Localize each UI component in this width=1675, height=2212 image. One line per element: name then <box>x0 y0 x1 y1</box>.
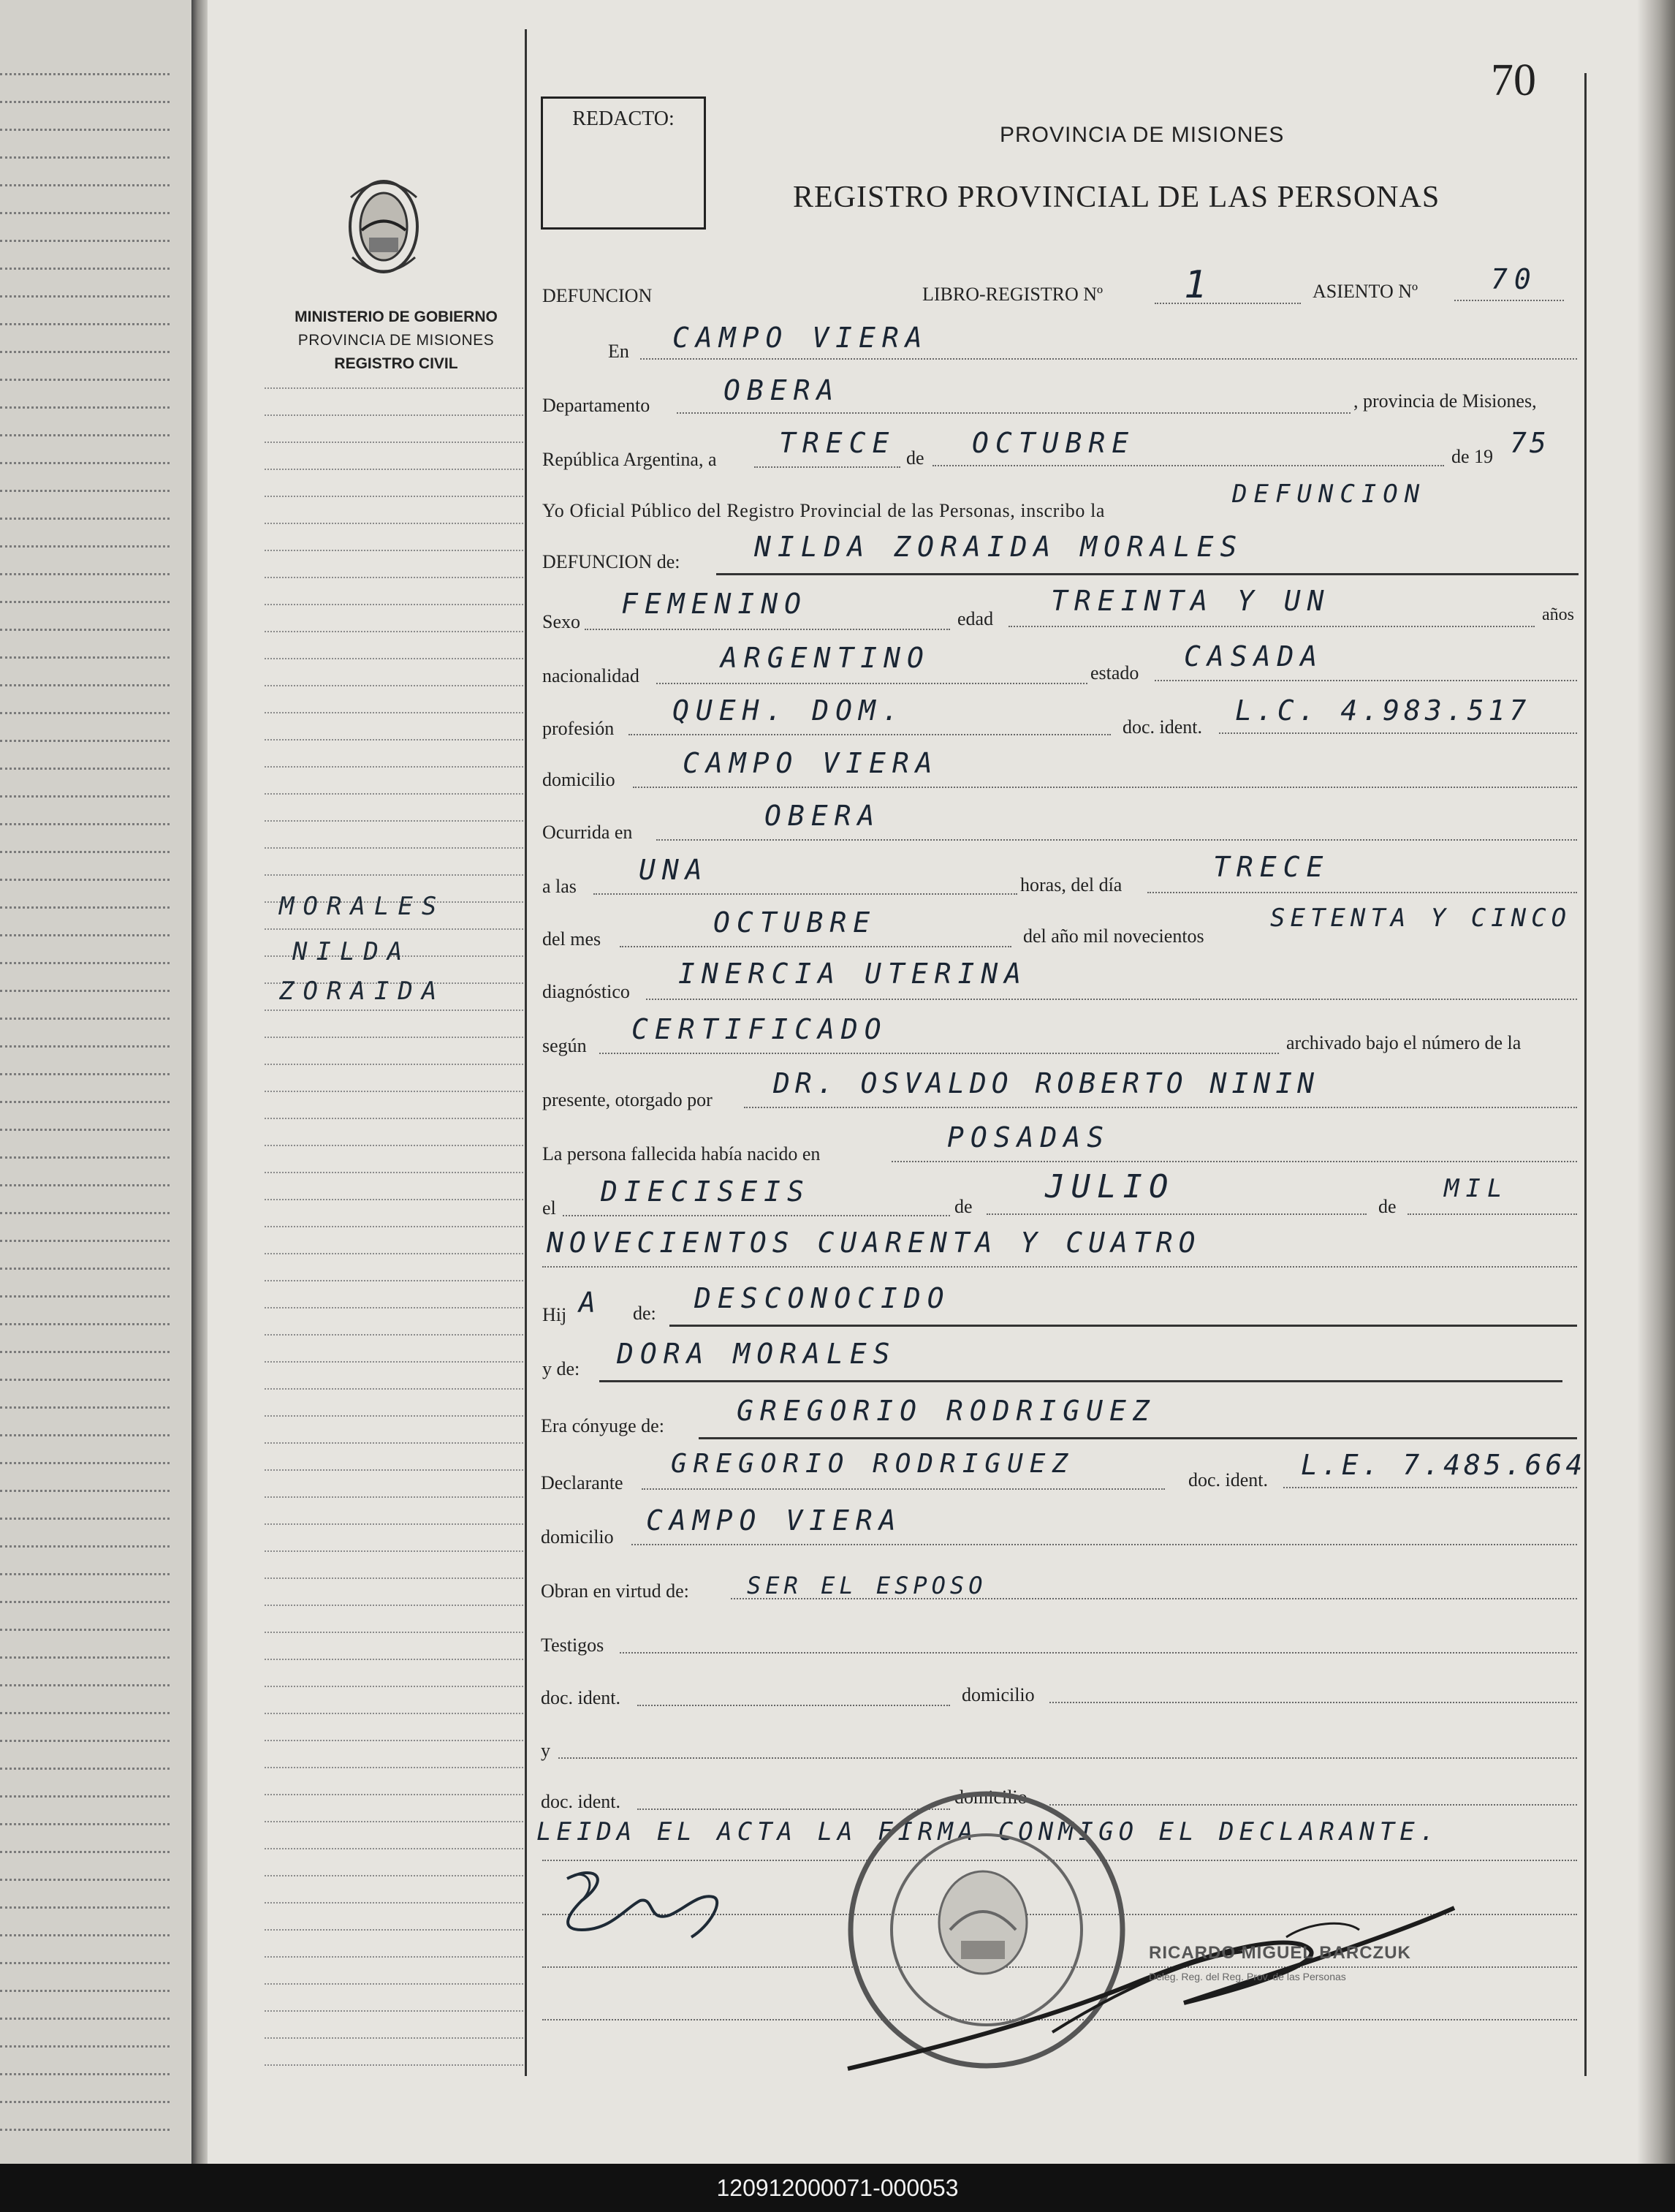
profesion-label: profesión <box>542 718 615 739</box>
de-label-2: de <box>954 1196 973 1217</box>
left-page-rule <box>0 351 170 353</box>
margin-rule-line <box>265 414 526 416</box>
left-page-rule <box>0 712 170 714</box>
left-page-rule <box>0 1740 170 1742</box>
ministry-header <box>272 306 520 376</box>
nac-ano2-value: NOVECIENTOS CUARENTA Y CUATRO <box>547 1227 1201 1259</box>
test-domicilio-label: domicilio <box>962 1684 1035 1705</box>
presente-line <box>744 1107 1577 1108</box>
left-page-rule <box>0 629 170 631</box>
margin-rule-line <box>265 2010 526 2012</box>
margin-rule-line <box>265 1172 526 1173</box>
margin-rule-line <box>265 1415 526 1417</box>
margin-rule-line <box>265 387 526 389</box>
province-title: PROVINCIA DE MISIONES <box>1000 123 1285 147</box>
edad-value: TREINTA Y UN <box>1051 585 1331 617</box>
diagnostico-value: INERCIA UTERINA <box>678 958 1028 990</box>
left-page-rule <box>0 1906 170 1909</box>
yo-label: Yo Oficial Público del Registro Provincial de las Personas, inscribo la <box>542 500 1106 521</box>
mes-line <box>933 465 1444 466</box>
libro-value: 1 <box>1184 263 1214 307</box>
estado-label: estado <box>1090 662 1139 683</box>
nacido-line <box>892 1161 1577 1162</box>
obran-label: Obran en virtud de: <box>541 1580 689 1602</box>
left-page-rule <box>0 906 170 909</box>
margin-rule-line <box>265 496 526 497</box>
left-page-rule <box>0 462 170 464</box>
margin-name-3: ZORAIDA <box>279 977 446 1006</box>
margin-rule-line <box>265 1659 526 1660</box>
segun-value: CERTIFICADO <box>631 1013 888 1045</box>
left-page-rule <box>0 1601 170 1603</box>
margin-rule-line <box>265 2064 526 2066</box>
left-page-rule <box>0 962 170 964</box>
left-page-rule <box>0 1518 170 1520</box>
ministry-line3: REGISTRO CIVIL <box>334 355 458 372</box>
margin-rule-line <box>265 1577 526 1579</box>
left-page-rule <box>0 434 170 436</box>
left-page-rule <box>0 1184 170 1186</box>
de-label-1: de <box>906 447 924 469</box>
doc-ident-value: L.C. 4.983.517 <box>1235 694 1531 727</box>
left-page-rule <box>0 1962 170 1964</box>
official-name: RICARDO MIGUEL BARCZUK <box>1149 1943 1411 1963</box>
left-page-rule <box>0 1101 170 1103</box>
nac-mes-value: JULIO <box>1045 1168 1175 1205</box>
mes-fallec-value: OCTUBRE <box>713 906 877 939</box>
test2-domicilio-label: domicilio <box>954 1787 1028 1808</box>
margin-rule-line <box>265 469 526 470</box>
margin-rule-line <box>265 1064 526 1065</box>
margin-rule-line <box>265 712 526 713</box>
left-page-rule <box>0 1323 170 1325</box>
hij-label: Hij <box>542 1304 567 1325</box>
margin-rule-line <box>265 1361 526 1363</box>
en-label: En <box>608 341 629 362</box>
persona-label: La persona fallecida había nacido en <box>542 1143 821 1164</box>
left-page-rule <box>0 601 170 603</box>
nac-dia-value: DIECISEIS <box>601 1175 810 1208</box>
left-page-rule <box>0 379 170 381</box>
margin-rule-line <box>265 1605 526 1606</box>
edad-line <box>1009 626 1535 627</box>
departamento-label: Departamento <box>542 395 650 416</box>
el-label: el <box>542 1197 556 1219</box>
margin-rule-line <box>265 1010 526 1011</box>
left-page-rule <box>0 879 170 881</box>
margin-rule-line <box>265 1550 526 1552</box>
declarante-line <box>642 1488 1165 1490</box>
margin-rule-line <box>265 1469 526 1471</box>
segun-line <box>599 1053 1279 1054</box>
archivado-label: archivado bajo el número de la <box>1286 1032 1522 1053</box>
a-las-label: a las <box>542 876 577 897</box>
margin-rule-line <box>265 739 526 741</box>
left-page-rule <box>0 1295 170 1298</box>
departamento-line <box>677 412 1351 414</box>
padre-value: DESCONOCIDO <box>694 1282 951 1314</box>
left-page-rule <box>0 1656 170 1659</box>
left-page-rule <box>0 545 170 548</box>
left-page-rule <box>0 1212 170 1214</box>
left-page-rule <box>0 295 170 298</box>
left-page-rule <box>0 1406 170 1409</box>
left-page-rule <box>0 1268 170 1270</box>
footer-id: 120912000071-000053 <box>0 2164 1675 2212</box>
left-page-rule <box>0 1684 170 1686</box>
left-page-rule <box>0 2129 170 2131</box>
left-page-rule <box>0 2101 170 2103</box>
margin-rule-line <box>265 1037 526 1038</box>
margin-rule-line <box>265 550 526 551</box>
left-page-rule <box>0 573 170 575</box>
dia-value: TRECE <box>779 427 896 459</box>
left-page-rule <box>0 1573 170 1575</box>
left-page-rule <box>0 184 170 186</box>
domicilio-value: CAMPO VIERA <box>683 747 939 779</box>
left-page-rule <box>0 795 170 798</box>
hij-de-label: de: <box>633 1303 656 1324</box>
left-page-rule <box>0 1712 170 1714</box>
otorgado-value: DR. OSVALDO ROBERTO NININ <box>773 1067 1319 1099</box>
margin-rule-line <box>265 1767 526 1768</box>
segun-label: según <box>542 1035 587 1056</box>
estado-line <box>1155 680 1577 681</box>
left-page-rule <box>0 1823 170 1825</box>
margin-rule-line <box>265 1280 526 1281</box>
left-page-rule <box>0 1879 170 1881</box>
left-page-rule <box>0 212 170 214</box>
ocurrida-value: OBERA <box>764 800 881 832</box>
left-page-rule <box>0 1018 170 1020</box>
domicilio-label: domicilio <box>542 769 615 790</box>
left-page-rule <box>0 2045 170 2048</box>
left-page-rule <box>0 990 170 992</box>
hora-value: UNA <box>639 854 709 886</box>
presente-label: presente, otorgado por <box>542 1089 713 1110</box>
ocurrida-line <box>656 839 1577 841</box>
left-page-rule <box>0 268 170 270</box>
margin-rule-line <box>265 1956 526 1958</box>
margin-name-2: NILDA <box>292 937 411 966</box>
margin-rule-line <box>265 874 526 876</box>
ano-fallec-value: SETENTA Y CINCO <box>1270 904 1572 933</box>
ministry-line2: PROVINCIA DE MISIONES <box>297 332 495 349</box>
ano-value: 75 <box>1510 427 1549 459</box>
left-page-rule <box>0 1045 170 1048</box>
left-page-rule <box>0 323 170 325</box>
provincia-label: , provincia de Misiones, <box>1353 390 1537 412</box>
margin-rule-line <box>265 1253 526 1254</box>
left-page-rule <box>0 490 170 492</box>
margin-rule-line <box>265 1821 526 1822</box>
registry-title: REGISTRO PROVINCIAL DE LAS PERSONAS <box>793 181 1440 214</box>
nac-ano2-line <box>542 1266 1577 1268</box>
left-page-rule <box>0 1434 170 1436</box>
dia-line <box>754 466 900 468</box>
conyuge-line <box>699 1437 1577 1439</box>
conyuge-value: GREGORIO RODRIGUEZ <box>737 1395 1156 1427</box>
anos-label: años <box>1542 605 1574 624</box>
declarante-label: Declarante <box>541 1472 623 1493</box>
test-domicilio-line <box>1049 1702 1577 1703</box>
margin-rule-line <box>265 1523 526 1525</box>
fallecido-line <box>716 573 1579 575</box>
sexo-label: Sexo <box>542 611 580 632</box>
page-number: 70 <box>1491 56 1536 105</box>
redacto-box <box>541 96 706 230</box>
margin-rule-line <box>265 604 526 605</box>
nac-mes-line <box>987 1213 1367 1215</box>
margin-rule-line <box>265 1442 526 1444</box>
profesion-value: QUEH. DOM. <box>672 694 905 727</box>
left-page-rule <box>0 73 170 75</box>
departamento-value: OBERA <box>723 374 840 406</box>
official-role: Deleg. Reg. del Reg. Prov. de las Personas <box>1149 1971 1346 1982</box>
decl-doc-line <box>1283 1487 1577 1488</box>
left-page-rule <box>0 1462 170 1464</box>
horas-label: horas, del día <box>1020 874 1123 895</box>
nac-ano1-value: MIL <box>1444 1174 1509 1203</box>
left-page-rule <box>0 101 170 103</box>
asiento-line <box>1454 300 1564 301</box>
margin-rule-line <box>265 1199 526 1200</box>
fallecido-value: NILDA ZORAIDA MORALES <box>754 531 1244 563</box>
asiento-value: 70 <box>1491 263 1538 295</box>
left-page-rule <box>0 518 170 520</box>
coat-of-arms-icon <box>336 168 431 285</box>
margin-rule-line <box>265 2037 526 2039</box>
left-page-rule <box>0 934 170 936</box>
left-page-rule <box>0 684 170 686</box>
margin-rule-line <box>265 1740 526 1741</box>
madre-value: DORA MORALES <box>617 1338 897 1370</box>
y-de-label: y de: <box>542 1358 580 1379</box>
libro-label: LIBRO-REGISTRO Nº <box>922 284 1104 305</box>
left-page-rule <box>0 1545 170 1548</box>
republica-label: República Argentina, a <box>542 449 717 470</box>
nacionalidad-line <box>656 683 1087 684</box>
defuncion-heading: DEFUNCION <box>542 285 653 306</box>
padre-line <box>669 1325 1577 1327</box>
margin-rule-line <box>265 658 526 659</box>
margin-rule-line <box>265 766 526 768</box>
margin-rule-line <box>265 1794 526 1795</box>
decl-doc-label: doc. ident. <box>1188 1469 1269 1491</box>
edad-label: edad <box>957 608 994 629</box>
nacionalidad-label: nacionalidad <box>542 665 639 686</box>
margin-rule-line <box>265 1496 526 1498</box>
decl-domicilio-line <box>631 1544 1577 1545</box>
margin-name-1: MORALES <box>279 892 446 921</box>
ministry-line1: MINISTERIO DE GOBIERNO <box>295 308 498 325</box>
y-label: y <box>541 1740 550 1761</box>
test2-doc-label: doc. ident. <box>541 1791 621 1812</box>
mes-value: OCTUBRE <box>972 427 1136 459</box>
left-page-rule <box>0 1351 170 1353</box>
nac-dia-line-2 <box>563 1215 950 1216</box>
margin-rule-line <box>265 1983 526 1985</box>
madre-line <box>599 1380 1562 1382</box>
margin-rule-line <box>265 793 526 795</box>
margin-rule-line <box>265 1145 526 1146</box>
margin-rule-line <box>265 847 526 849</box>
en-value: CAMPO VIERA <box>672 322 929 354</box>
margin-rule-line <box>265 631 526 632</box>
left-page-rule <box>0 1156 170 1159</box>
left-page-rule <box>0 156 170 159</box>
decl-domicilio-value: CAMPO VIERA <box>646 1504 903 1537</box>
page-edge <box>1637 0 1675 2164</box>
testigos-line <box>620 1652 1577 1654</box>
left-page-rule <box>0 1934 170 1936</box>
sexo-value: FEMENINO <box>621 588 808 620</box>
margin-rule-line <box>265 1875 526 1876</box>
libro-line <box>1155 303 1301 304</box>
left-page-rule <box>0 656 170 659</box>
left-page-rule <box>0 2018 170 2020</box>
defuncion-de-label: DEFUNCION de: <box>542 551 680 572</box>
leida-value: LEIDA EL ACTA LA FIRMA CONMIGO EL DECLARANTE. <box>536 1817 1440 1847</box>
left-page-rule <box>0 1240 170 1242</box>
test-doc-label: doc. ident. <box>541 1687 621 1708</box>
left-page-rule <box>0 1073 170 1075</box>
margin-rule-line <box>265 1307 526 1308</box>
left-page-rule <box>0 2073 170 2075</box>
margin-rule-line <box>265 820 526 822</box>
y-line <box>558 1757 1577 1759</box>
left-page-rule <box>0 740 170 742</box>
margin-rule-line <box>265 577 526 578</box>
margin-rule-line <box>265 1334 526 1336</box>
left-page-rule <box>0 851 170 853</box>
asiento-label: ASIENTO Nº <box>1313 281 1418 302</box>
de19-label: de 19 <box>1451 446 1494 467</box>
del-ano-label: del año mil novecientos <box>1023 925 1204 947</box>
inscribo-value: DEFUNCION <box>1232 480 1427 509</box>
left-page <box>0 0 191 2164</box>
profesion-line <box>628 734 1111 735</box>
nacido-value: POSADAS <box>947 1121 1111 1154</box>
margin-rule-line <box>265 1226 526 1227</box>
nacionalidad-value: ARGENTINO <box>721 642 930 674</box>
hora-line-2 <box>593 893 1017 895</box>
margin-rule-line <box>265 928 526 930</box>
margin-rule-line <box>265 1902 526 1904</box>
nac-ano-line <box>1408 1213 1577 1215</box>
official-signature <box>833 1849 1462 2083</box>
sexo-line <box>585 629 950 630</box>
del-mes-label: del mes <box>542 928 601 950</box>
left-page-rule <box>0 1490 170 1492</box>
left-page-rule <box>0 240 170 242</box>
doc-ident-label: doc. ident. <box>1123 716 1203 738</box>
ocurrida-label: Ocurrida en <box>542 822 633 843</box>
left-page-rule <box>0 1795 170 1798</box>
left-page-rule <box>0 406 170 409</box>
left-page-rule <box>0 1851 170 1853</box>
margin-rule-line <box>265 1713 526 1714</box>
dia-fallec-line <box>1147 892 1577 893</box>
margin-rule-line <box>265 1091 526 1092</box>
margin-rule-line <box>265 1118 526 1119</box>
left-page-rule <box>0 1379 170 1381</box>
margin-rule-line <box>265 685 526 686</box>
right-rule <box>1584 73 1587 2076</box>
dia-fallec-value: TRECE <box>1213 851 1330 883</box>
margin-rule-line <box>265 442 526 443</box>
margin-rule-line <box>265 1686 526 1687</box>
margin-rule-line <box>265 1388 526 1390</box>
left-page-rule <box>0 129 170 131</box>
diagnostico-label: diagnóstico <box>542 981 630 1002</box>
diagnostico-line <box>646 999 1577 1000</box>
test-doc-line <box>637 1705 950 1706</box>
book-gutter <box>191 0 208 2164</box>
en-line <box>640 358 1577 360</box>
decl-doc-value: L.E. 7.485.664 <box>1301 1449 1587 1481</box>
redacto-label: REDACTO: <box>572 107 675 130</box>
left-page-rule <box>0 823 170 825</box>
margin-rule-line <box>265 1632 526 1633</box>
left-page-rule <box>0 768 170 770</box>
de-label-3: de <box>1378 1196 1397 1217</box>
left-page-rule <box>0 1768 170 1770</box>
margin-rule-line <box>265 1929 526 1931</box>
domicilio-line <box>633 787 1577 788</box>
margin-rule-line <box>265 523 526 524</box>
mes-fallec-line <box>620 946 1011 947</box>
decl-domicilio-label: domicilio <box>541 1526 614 1548</box>
obran-value: SER EL ESPOSO <box>747 1572 987 1599</box>
testigos-label: Testigos <box>541 1635 604 1656</box>
margin-rule-line <box>265 1848 526 1849</box>
left-page-rule <box>0 1129 170 1131</box>
hij-suffix: A <box>579 1287 596 1319</box>
estado-value: CASADA <box>1184 640 1324 673</box>
conyuge-label: Era cónyuge de: <box>541 1415 664 1436</box>
declarante-value: GREGORIO RODRIGUEZ <box>671 1449 1075 1479</box>
doc-ident-line <box>1219 732 1577 734</box>
margin-rule <box>525 29 527 2076</box>
left-page-rule <box>0 1990 170 1992</box>
left-page-rule <box>0 1629 170 1631</box>
declarant-signature <box>552 1857 742 1944</box>
